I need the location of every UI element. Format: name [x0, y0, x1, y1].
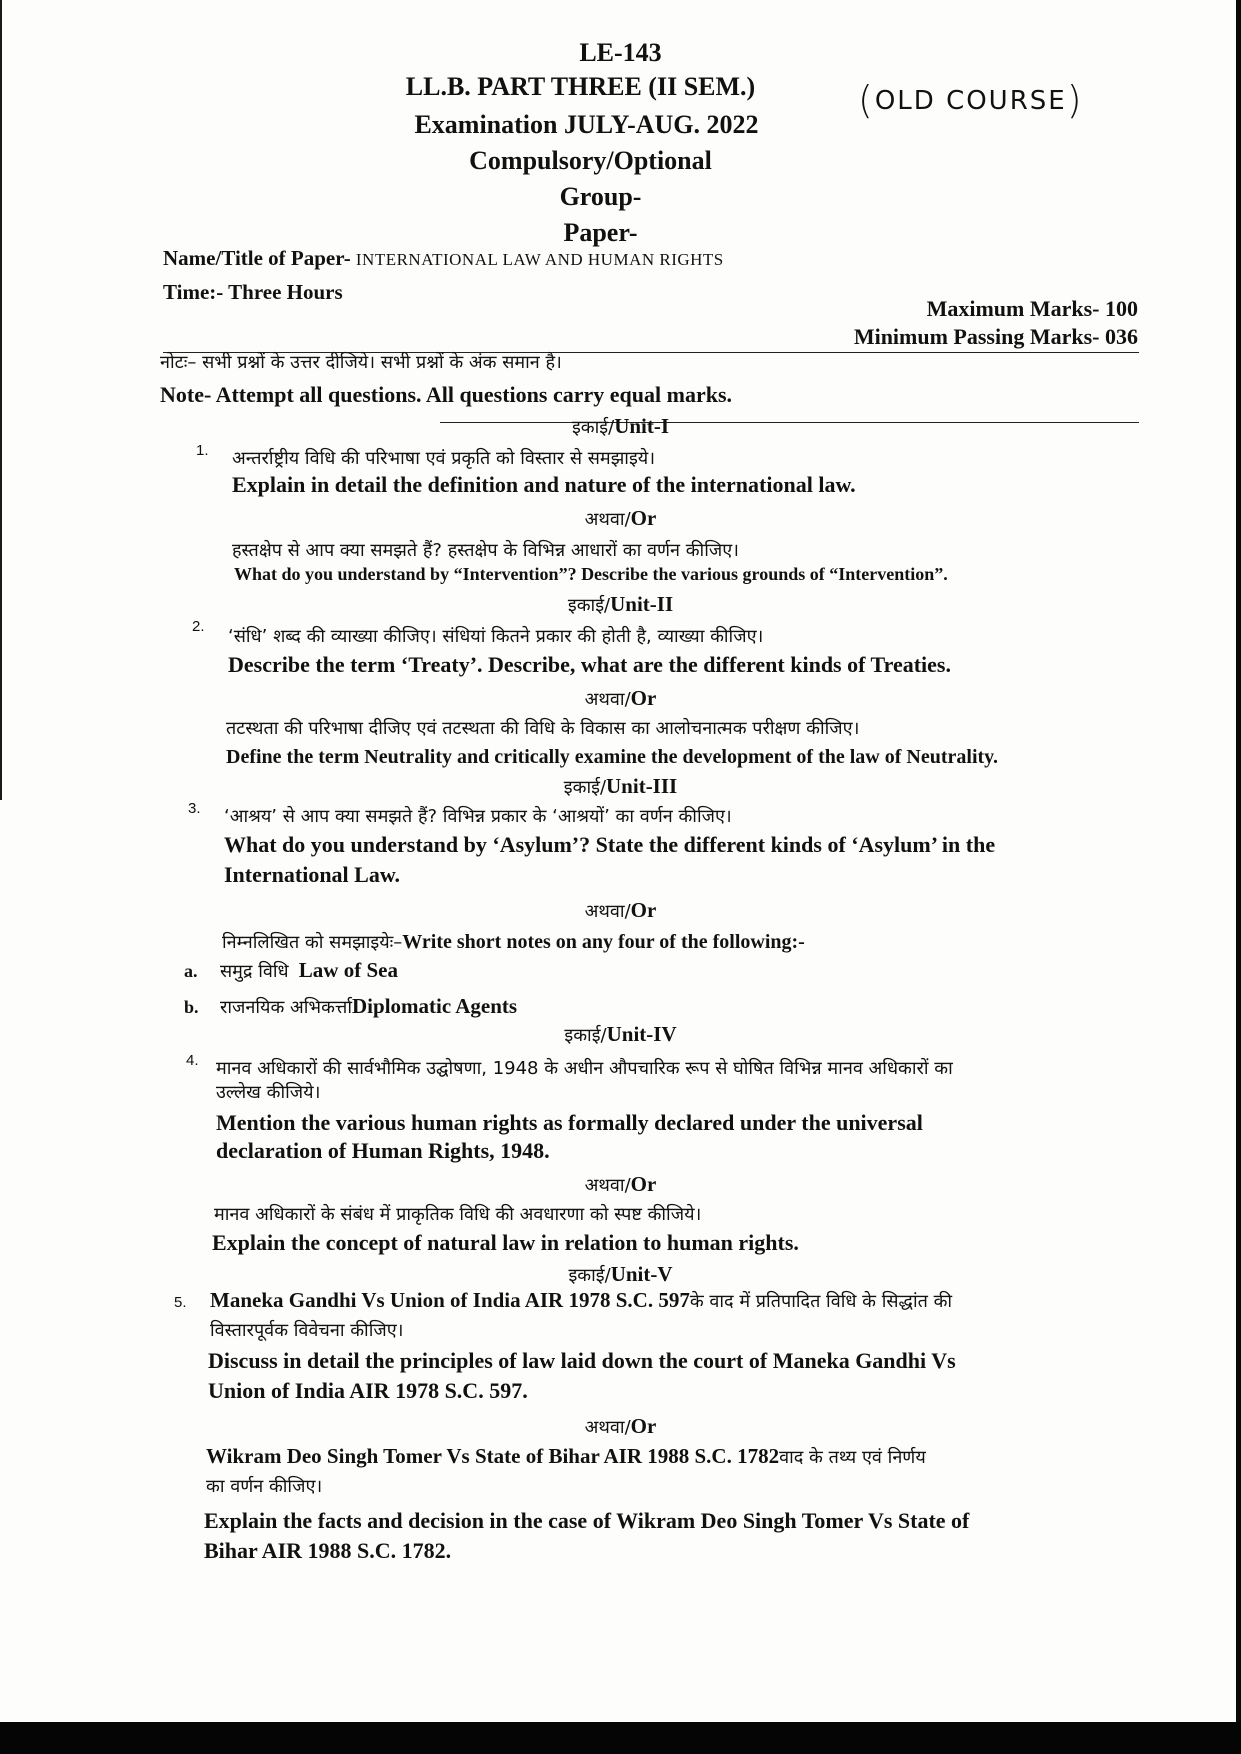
q4-a-hindi-line1: मानव अधिकारों की सार्वभौमिक उद्घोषणा, 1948 के अधीन औपचारिक रूप से घोषित विभिन्न मानव अधिकारों का — [216, 1058, 953, 1079]
unit-heading-2: इकाई/Unit-II — [567, 592, 674, 616]
handwritten-note: (OLD COURSE) — [858, 78, 1084, 122]
q3-a-english-line1: What do you understand by ‘Asylum’? State the different kinds of ‘Asylum’ in the — [224, 832, 996, 857]
q3-b-instruction: निम्नलिखित को समझाइयेः–Write short notes on any four of the following:- — [222, 931, 805, 953]
note-hindi: नोटः– सभी प्रश्नों के उत्तर दीजिये। सभी प्रश्नों के अंक समान है। — [160, 352, 562, 373]
note-english: Note- Attempt all questions. All questions carry equal marks. — [160, 382, 732, 407]
q2-b-english: Define the term Neutrality and critically examine the development of the law of Neutrality. — [226, 746, 999, 768]
q5-a-english-line1: Discuss in detail the principles of law laid down the court of Maneka Gandhi Vs — [208, 1348, 956, 1373]
q4-a-english-line2: declaration of Human Rights, 1948. — [216, 1138, 550, 1163]
or-separator-1: अथवा/Or — [584, 506, 657, 530]
q2-b-hindi: तटस्थता की परिभाषा दीजिए एवं तटस्थता की विधि के विकास का आलोचनात्मक परीक्षण कीजिए। — [226, 718, 860, 739]
paper-name-line — [163, 246, 724, 271]
paper-title: INTERNATIONAL LAW AND HUMAN RIGHTS — [355, 250, 724, 269]
q5-b-english-line2: Bihar AIR 1988 S.C. 1782. — [204, 1538, 452, 1563]
q3-a-english-line2: International Law. — [224, 862, 401, 887]
paper-type: Compulsory/Optional — [469, 146, 712, 175]
q1-b-english: What do you understand by “Intervention”? Describe the various grounds of “Intervention”. — [234, 564, 948, 584]
q5-a-english-line2: Union of India AIR 1978 S.C. 597. — [208, 1378, 528, 1403]
q3-item-a: a. समुद्र विधि Law of Sea — [184, 958, 398, 982]
or-separator-3: अथवा/Or — [584, 898, 657, 922]
minimum-passing-marks: Minimum Passing Marks- 036 — [853, 324, 1138, 349]
paper-label: Paper- — [563, 218, 638, 247]
paper-code: LE-143 — [579, 38, 662, 67]
q5-a-hindi-line2: विस्तारपूर्वक विवेचना कीजिए। — [210, 1320, 404, 1341]
question-number-1: 1. — [196, 442, 209, 459]
q2-a-hindi: ‘संधि’ शब्द की व्याख्या कीजिए। संधियां कितने प्रकार की होती है, व्याख्या कीजिए। — [228, 626, 764, 647]
unit-heading-1: इकाई/Unit-I — [571, 414, 670, 438]
q4-b-english: Explain the concept of natural law in relation to human rights. — [212, 1230, 799, 1255]
time-allowed: Time:- Three Hours — [163, 280, 343, 304]
paper-name-label: Name/Title of Paper- — [163, 246, 351, 270]
q1-b-hindi: हस्तक्षेप से आप क्या समझते हैं? हस्तक्षेप के विभिन्न आधारों का वर्णन कीजिए। — [232, 540, 739, 561]
q5-b-hindi-line2: का वर्णन कीजिए। — [206, 1476, 323, 1497]
or-separator-2: अथवा/Or — [584, 686, 657, 710]
exam-session: Examination JULY-AUG. 2022 — [414, 110, 759, 139]
q1-a-english: Explain in detail the definition and nature of the international law. — [232, 472, 856, 497]
unit-heading-4: इकाई/Unit-IV — [564, 1022, 677, 1046]
question-number-3: 3. — [188, 800, 201, 817]
q5-a-hindi-line1: Maneka Gandhi Vs Union of India AIR 1978 S.C. 597के वाद में प्रतिपादित विधि के सिद्धांत की — [210, 1288, 953, 1312]
unit-heading-5: इकाई/Unit-V — [568, 1262, 673, 1286]
question-number-5: 5. — [174, 1294, 187, 1311]
q3-item-b: b. राजनयिक अभिकर्त्ताDiplomatic Agents — [184, 994, 518, 1018]
or-separator-4: अथवा/Or — [584, 1172, 657, 1196]
question-number-2: 2. — [192, 618, 205, 635]
q4-b-hindi: मानव अधिकारों के संबंध में प्राकृतिक विधि की अवधारणा को स्पष्ट कीजिये। — [214, 1204, 702, 1225]
q4-a-hindi-line2: उल्लेख कीजिये। — [216, 1082, 321, 1103]
q2-a-english: Describe the term ‘Treaty’. Describe, what are the different kinds of Treaties. — [228, 652, 951, 677]
q5-b-hindi-line1: Wikram Deo Singh Tomer Vs State of Bihar AIR 1988 S.C. 1782वाद के तथ्य एवं निर्णय — [206, 1444, 926, 1468]
q5-b-english-line1: Explain the facts and decision in the case of Wikram Deo Singh Tomer Vs State of — [204, 1508, 970, 1533]
or-separator-5: अथवा/Or — [584, 1414, 657, 1438]
q4-a-english-line1: Mention the various human rights as formally declared under the universal — [216, 1110, 923, 1135]
scan-right-border — [1236, 0, 1241, 1754]
maximum-marks: Maximum Marks- 100 — [926, 296, 1138, 321]
course-title: LL.B. PART THREE (II SEM.) — [405, 72, 756, 101]
q1-a-hindi: अन्तर्राष्ट्रीय विधि की परिभाषा एवं प्रकृति को विस्तार से समझाइये। — [232, 448, 656, 469]
group-label: Group- — [559, 182, 642, 211]
question-number-4: 4. — [186, 1052, 199, 1069]
scan-bottom-border — [0, 1722, 1241, 1754]
q3-a-hindi: ‘आश्रय’ से आप क्या समझते हैं? विभिन्न प्रकार के ‘आश्रयों’ का वर्णन कीजिए। — [224, 806, 732, 827]
unit-heading-3: इकाई/Unit-III — [563, 774, 678, 798]
